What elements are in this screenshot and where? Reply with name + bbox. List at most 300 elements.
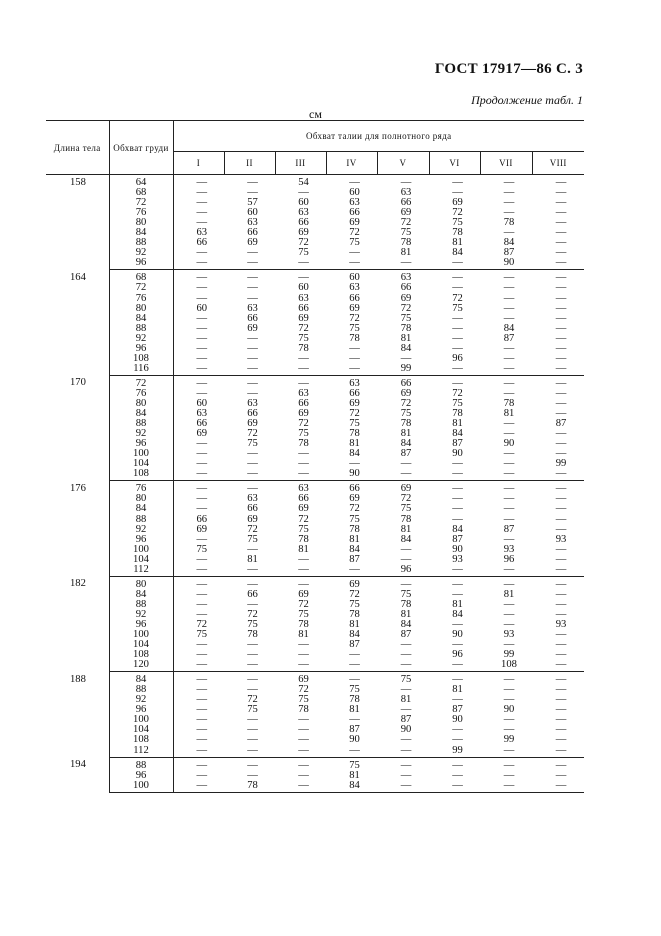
- waist-girth-cell: 66: [247, 312, 258, 324]
- waist-girth-cell: —: [196, 639, 208, 651]
- waist-girth-cell: —: [503, 302, 515, 314]
- waist-girth-cell: —: [555, 237, 567, 249]
- waist-girth-cell: 66: [298, 397, 309, 409]
- waist-girth-cell: 81: [400, 694, 412, 706]
- waist-girth-cell: 93: [503, 629, 515, 641]
- table-row: [46, 576, 584, 590]
- waist-girth-cell: 78: [349, 523, 360, 535]
- table-row: [46, 283, 584, 293]
- waist-girth-cell: —: [326, 746, 377, 758]
- waist-girth-cell: —: [429, 258, 480, 270]
- waist-girth-cell: —: [555, 217, 567, 229]
- waist-girth-cell: 72: [298, 598, 309, 610]
- chest-girth-cell: 108: [109, 735, 173, 745]
- table-row: [46, 746, 584, 758]
- chest-girth-cell: 80: [109, 218, 173, 228]
- waist-girth-cell: 96: [452, 649, 463, 661]
- chest-girth-cell: 84: [109, 590, 173, 600]
- waist-girth-cell: 96: [377, 565, 429, 577]
- waist-girth-cell: —: [349, 674, 360, 686]
- waist-girth-cell: —: [224, 469, 275, 481]
- waist-girth-cell: 99: [555, 458, 567, 470]
- waist-girth-cell: —: [298, 714, 309, 726]
- waist-girth-cell: —: [555, 438, 567, 450]
- waist-girth-cell: —: [196, 533, 208, 545]
- waist-girth-cell: —: [298, 458, 309, 470]
- waist-girth-cell: —: [555, 704, 567, 716]
- waist-girth-cell: —: [452, 759, 463, 771]
- body-length-cell: 158: [70, 177, 86, 188]
- waist-girth-cell: —: [247, 458, 258, 470]
- waist-girth-cell: —: [275, 469, 326, 481]
- chest-girth-cell: 72: [109, 198, 173, 208]
- waist-girth-cell: 78: [400, 513, 412, 525]
- waist-girth-cell: 69: [298, 503, 309, 515]
- waist-girth-cell: 87: [503, 247, 515, 259]
- waist-girth-cell: —: [555, 649, 567, 661]
- waist-girth-cell: —: [555, 694, 567, 706]
- waist-girth-cell: —: [452, 618, 463, 630]
- waist-girth-cell: —: [400, 553, 412, 565]
- waist-girth-cell: 69: [349, 302, 360, 314]
- waist-girth-cell: —: [173, 746, 224, 758]
- waist-girth-cell: —: [555, 724, 567, 736]
- waist-girth-cell: 69: [247, 237, 258, 249]
- waist-girth-cell: 63: [400, 187, 412, 199]
- waist-girth-cell: —: [173, 258, 224, 270]
- waist-girth-cell: 69: [298, 227, 309, 239]
- waist-girth-cell: —: [452, 639, 463, 651]
- waist-girth-cell: 69: [247, 322, 258, 334]
- waist-girth-cell: —: [503, 598, 515, 610]
- waist-girth-cell: —: [452, 588, 463, 600]
- waist-girth-cell: 75: [452, 397, 463, 409]
- waist-girth-cell: —: [429, 781, 480, 793]
- waist-girth-cell: —: [452, 322, 463, 334]
- waist-girth-cell: —: [196, 649, 208, 661]
- waist-girth-cell: —: [503, 448, 515, 460]
- waist-girth-cell: —: [400, 759, 412, 771]
- waist-girth-cell: —: [400, 458, 412, 470]
- chest-girth-cell: 88: [109, 515, 173, 525]
- waist-girth-cell: —: [555, 312, 567, 324]
- waist-girth-cell: 93: [555, 533, 567, 545]
- waist-girth-cell: —: [452, 674, 463, 686]
- waist-girth-cell: —: [555, 639, 567, 651]
- waist-girth-cell: —: [224, 660, 275, 672]
- waist-girth-cell: —: [555, 272, 567, 284]
- header-fullness-5: V: [377, 152, 429, 175]
- waist-girth-cell: —: [503, 769, 515, 781]
- waist-girth-cell: —: [196, 503, 208, 515]
- waist-girth-cell: 66: [196, 237, 208, 249]
- waist-girth-cell: —: [196, 694, 208, 706]
- waist-girth-cell: —: [196, 448, 208, 460]
- waist-girth-cell: 66: [247, 408, 258, 420]
- waist-girth-cell: —: [275, 364, 326, 376]
- waist-girth-cell: 75: [196, 543, 208, 555]
- waist-girth-cell: —: [196, 578, 208, 590]
- waist-girth-cell: 90: [400, 724, 412, 736]
- chest-girth-cell: 84: [109, 504, 173, 514]
- chest-girth-cell: 100: [109, 630, 173, 640]
- waist-girth-cell: 63: [400, 272, 412, 284]
- waist-girth-cell: 78: [400, 598, 412, 610]
- waist-girth-cell: —: [247, 598, 258, 610]
- waist-girth-cell: —: [400, 639, 412, 651]
- waist-girth-cell: 75: [349, 513, 360, 525]
- waist-girth-cell: 81: [349, 769, 360, 781]
- waist-girth-cell: 87: [400, 629, 412, 641]
- chest-girth-cell: 96: [109, 258, 173, 270]
- waist-girth-cell: 63: [247, 302, 258, 314]
- chest-girth-cell: 104: [109, 459, 173, 469]
- waist-girth-cell: —: [503, 428, 515, 440]
- waist-girth-cell: —: [377, 660, 429, 672]
- chest-girth-cell: 100: [109, 545, 173, 555]
- waist-girth-cell: —: [349, 649, 360, 661]
- waist-girth-cell: —: [247, 177, 258, 188]
- waist-girth-cell: —: [452, 342, 463, 354]
- waist-girth-cell: —: [452, 734, 463, 746]
- chest-girth-cell: 68: [109, 270, 173, 284]
- chest-girth-cell: 96: [109, 771, 173, 781]
- waist-girth-cell: 81: [503, 408, 515, 420]
- waist-girth-cell: 99: [429, 746, 480, 758]
- waist-girth-cell: —: [247, 769, 258, 781]
- waist-girth-cell: 108: [480, 660, 532, 672]
- waist-girth-cell: 69: [400, 483, 412, 495]
- waist-girth-cell: 75: [400, 674, 412, 686]
- waist-girth-cell: —: [555, 684, 567, 696]
- chest-girth-cell: 84: [109, 228, 173, 238]
- waist-girth-cell: —: [555, 769, 567, 781]
- waist-girth-cell: —: [452, 513, 463, 525]
- waist-girth-cell: 99: [503, 649, 515, 661]
- waist-girth-cell: 90: [452, 714, 463, 726]
- chest-girth-cell: 88: [109, 324, 173, 334]
- waist-girth-cell: —: [247, 342, 258, 354]
- chest-girth-cell: 88: [109, 757, 173, 771]
- waist-girth-cell: 84: [349, 448, 360, 460]
- waist-girth-cell: 63: [298, 207, 309, 219]
- waist-girth-cell: —: [503, 282, 515, 294]
- waist-girth-cell: —: [196, 322, 208, 334]
- waist-girth-cell: 84: [349, 629, 360, 641]
- waist-girth-cell: —: [503, 483, 515, 495]
- waist-girth-cell: —: [555, 377, 567, 389]
- waist-girth-cell: 60: [349, 272, 360, 284]
- waist-girth-cell: 63: [349, 197, 360, 209]
- waist-girth-cell: 81: [298, 629, 309, 641]
- waist-girth-cell: 63: [247, 397, 258, 409]
- waist-girth-cell: 63: [298, 292, 309, 304]
- waist-girth-cell: 75: [298, 608, 309, 620]
- waist-girth-cell: 84: [503, 322, 515, 334]
- waist-girth-cell: —: [503, 418, 515, 430]
- waist-girth-cell: —: [503, 578, 515, 590]
- waist-girth-cell: —: [555, 674, 567, 686]
- waist-girth-cell: —: [298, 769, 309, 781]
- waist-girth-cell: 78: [224, 781, 275, 793]
- waist-girth-cell: 81: [400, 247, 412, 259]
- waist-girth-cell: 72: [298, 418, 309, 430]
- waist-girth-cell: 75: [298, 332, 309, 344]
- waist-girth-cell: —: [247, 724, 258, 736]
- waist-girth-cell: 69: [298, 588, 309, 600]
- waist-girth-cell: —: [452, 483, 463, 495]
- waist-girth-cell: —: [555, 322, 567, 334]
- waist-girth-cell: —: [532, 364, 584, 376]
- size-table: [46, 120, 584, 793]
- waist-girth-cell: 78: [349, 608, 360, 620]
- waist-girth-cell: —: [377, 746, 429, 758]
- chest-girth-cell: 80: [109, 494, 173, 504]
- waist-girth-cell: —: [196, 759, 208, 771]
- waist-girth-cell: —: [503, 503, 515, 515]
- waist-girth-cell: 72: [247, 428, 258, 440]
- waist-girth-cell: —: [224, 258, 275, 270]
- waist-girth-cell: 78: [349, 332, 360, 344]
- table-row: [46, 375, 584, 389]
- waist-girth-cell: —: [503, 533, 515, 545]
- header-waist-group: Обхват талии для полнотного ряда: [173, 121, 584, 152]
- chest-girth-cell: 92: [109, 429, 173, 439]
- waist-girth-cell: —: [480, 364, 532, 376]
- waist-girth-cell: 87: [400, 448, 412, 460]
- waist-girth-cell: —: [429, 660, 480, 672]
- waist-girth-cell: 78: [503, 217, 515, 229]
- waist-girth-cell: 78: [298, 438, 309, 450]
- waist-girth-cell: 75: [400, 312, 412, 324]
- table-row: [46, 469, 584, 481]
- waist-girth-cell: 81: [452, 598, 463, 610]
- table-row: [46, 781, 584, 793]
- waist-girth-cell: —: [400, 543, 412, 555]
- waist-girth-cell: —: [326, 565, 377, 577]
- waist-girth-cell: 69: [349, 493, 360, 505]
- waist-girth-cell: —: [555, 408, 567, 420]
- waist-girth-cell: 72: [298, 322, 309, 334]
- waist-girth-cell: —: [247, 674, 258, 686]
- waist-girth-cell: 96: [452, 352, 463, 364]
- waist-girth-cell: —: [532, 660, 584, 672]
- table-row: [46, 672, 584, 686]
- waist-girth-cell: 81: [452, 418, 463, 430]
- chest-girth-cell: 88: [109, 600, 173, 610]
- waist-girth-cell: 69: [452, 197, 463, 209]
- waist-girth-cell: 66: [196, 418, 208, 430]
- waist-girth-cell: —: [555, 302, 567, 314]
- chest-girth-cell: 80: [109, 304, 173, 314]
- chest-girth-cell: 72: [109, 375, 173, 389]
- chest-girth-cell: 92: [109, 525, 173, 535]
- waist-girth-cell: 99: [503, 734, 515, 746]
- chest-girth-cell: 84: [109, 409, 173, 419]
- waist-girth-cell: —: [400, 734, 412, 746]
- waist-girth-cell: —: [298, 448, 309, 460]
- waist-girth-cell: —: [196, 352, 208, 364]
- waist-girth-cell: —: [452, 312, 463, 324]
- waist-girth-cell: —: [196, 483, 208, 495]
- waist-girth-cell: 93: [452, 553, 463, 565]
- waist-girth-cell: 72: [400, 493, 412, 505]
- waist-girth-cell: —: [503, 458, 515, 470]
- waist-girth-cell: 75: [400, 503, 412, 515]
- waist-girth-cell: —: [503, 714, 515, 726]
- waist-girth-cell: —: [196, 282, 208, 294]
- table-row: [46, 481, 584, 495]
- waist-girth-cell: 72: [298, 684, 309, 696]
- waist-girth-cell: 84: [400, 438, 412, 450]
- waist-girth-cell: —: [555, 503, 567, 515]
- header-fullness-2: II: [224, 152, 275, 175]
- chest-girth-cell: 100: [109, 781, 173, 793]
- waist-girth-cell: —: [196, 377, 208, 389]
- waist-girth-cell: —: [555, 493, 567, 505]
- waist-girth-cell: —: [532, 781, 584, 793]
- chest-girth-cell: 120: [109, 660, 173, 672]
- waist-girth-cell: —: [555, 397, 567, 409]
- waist-girth-cell: 75: [349, 684, 360, 696]
- waist-girth-cell: —: [452, 272, 463, 284]
- waist-girth-cell: 75: [247, 618, 258, 630]
- body-length-cell: 194: [70, 759, 86, 771]
- chest-girth-cell: 64: [109, 175, 173, 189]
- body-length-cell: 176: [70, 482, 86, 494]
- waist-girth-cell: 66: [298, 302, 309, 314]
- chest-girth-cell: 108: [109, 650, 173, 660]
- waist-girth-cell: —: [452, 377, 463, 389]
- waist-girth-cell: —: [503, 684, 515, 696]
- waist-girth-cell: 75: [247, 704, 258, 716]
- waist-girth-cell: —: [173, 781, 224, 793]
- waist-girth-cell: 81: [349, 704, 360, 716]
- chest-girth-cell: 96: [109, 535, 173, 545]
- waist-girth-cell: —: [377, 469, 429, 481]
- waist-girth-cell: —: [247, 639, 258, 651]
- waist-girth-cell: —: [298, 377, 309, 389]
- waist-girth-cell: 84: [400, 533, 412, 545]
- chest-girth-cell: 76: [109, 294, 173, 304]
- waist-girth-cell: —: [196, 387, 208, 399]
- waist-girth-cell: 75: [247, 438, 258, 450]
- waist-girth-cell: 84: [400, 342, 412, 354]
- chest-girth-cell: 76: [109, 481, 173, 495]
- waist-girth-cell: 78: [298, 533, 309, 545]
- waist-girth-cell: —: [555, 543, 567, 555]
- waist-girth-cell: 84: [452, 608, 463, 620]
- waist-girth-cell: —: [555, 553, 567, 565]
- waist-girth-cell: 63: [247, 217, 258, 229]
- waist-girth-cell: 75: [452, 302, 463, 314]
- chest-girth-cell: 88: [109, 685, 173, 695]
- waist-girth-cell: —: [196, 769, 208, 781]
- waist-girth-cell: —: [247, 387, 258, 399]
- waist-girth-cell: —: [480, 565, 532, 577]
- chest-girth-cell: 88: [109, 419, 173, 429]
- waist-girth-cell: 87: [349, 639, 360, 651]
- waist-girth-cell: —: [196, 674, 208, 686]
- waist-girth-cell: 75: [349, 322, 360, 334]
- waist-girth-cell: —: [247, 187, 258, 199]
- waist-girth-cell: 84: [452, 428, 463, 440]
- waist-girth-cell: 81: [503, 588, 515, 600]
- waist-girth-cell: —: [400, 177, 412, 188]
- waist-girth-cell: 78: [298, 618, 309, 630]
- chest-girth-cell: 72: [109, 283, 173, 293]
- waist-girth-cell: 60: [349, 187, 360, 199]
- waist-girth-cell: —: [298, 734, 309, 746]
- body-length-cell: 164: [70, 271, 86, 283]
- waist-girth-cell: —: [247, 684, 258, 696]
- waist-girth-cell: 72: [349, 227, 360, 239]
- waist-girth-cell: 63: [196, 408, 208, 420]
- waist-girth-cell: —: [400, 769, 412, 781]
- chest-girth-cell: 112: [109, 565, 173, 577]
- waist-girth-cell: —: [247, 282, 258, 294]
- waist-girth-cell: —: [298, 759, 309, 771]
- chest-girth-cell: 96: [109, 620, 173, 630]
- waist-girth-cell: —: [298, 724, 309, 736]
- waist-girth-cell: —: [532, 746, 584, 758]
- waist-girth-cell: 69: [349, 217, 360, 229]
- waist-girth-cell: 90: [503, 438, 515, 450]
- waist-girth-cell: —: [196, 598, 208, 610]
- waist-girth-cell: 75: [400, 408, 412, 420]
- waist-girth-cell: 81: [452, 684, 463, 696]
- waist-girth-cell: —: [196, 714, 208, 726]
- waist-girth-cell: —: [173, 364, 224, 376]
- header-fullness-8: VIII: [532, 152, 584, 175]
- waist-girth-cell: 66: [247, 588, 258, 600]
- waist-girth-cell: 75: [349, 418, 360, 430]
- waist-girth-cell: —: [196, 724, 208, 736]
- waist-girth-cell: —: [247, 448, 258, 460]
- waist-girth-cell: —: [247, 543, 258, 555]
- waist-girth-cell: 75: [452, 217, 463, 229]
- waist-girth-cell: —: [555, 352, 567, 364]
- chest-girth-cell: 104: [109, 725, 173, 735]
- waist-girth-cell: —: [452, 694, 463, 706]
- waist-girth-cell: —: [349, 247, 360, 259]
- waist-girth-cell: 96: [503, 553, 515, 565]
- waist-girth-cell: —: [196, 272, 208, 284]
- waist-girth-cell: —: [247, 578, 258, 590]
- waist-girth-cell: —: [555, 448, 567, 460]
- waist-girth-cell: 69: [400, 387, 412, 399]
- waist-girth-cell: —: [503, 197, 515, 209]
- waist-girth-cell: 72: [298, 513, 309, 525]
- waist-girth-cell: —: [452, 187, 463, 199]
- waist-girth-cell: 69: [247, 418, 258, 430]
- chest-girth-cell: 84: [109, 672, 173, 686]
- waist-girth-cell: —: [480, 746, 532, 758]
- waist-girth-cell: 81: [349, 618, 360, 630]
- waist-girth-cell: 72: [196, 618, 208, 630]
- waist-girth-cell: 63: [298, 387, 309, 399]
- waist-girth-cell: —: [555, 428, 567, 440]
- waist-girth-cell: 72: [452, 292, 463, 304]
- waist-girth-cell: —: [196, 608, 208, 620]
- chest-girth-cell: 104: [109, 555, 173, 565]
- waist-girth-cell: 75: [400, 588, 412, 600]
- waist-girth-cell: 99: [377, 364, 429, 376]
- waist-girth-cell: —: [298, 649, 309, 661]
- waist-girth-cell: 78: [400, 418, 412, 430]
- waist-girth-cell: 72: [400, 397, 412, 409]
- waist-girth-cell: —: [555, 588, 567, 600]
